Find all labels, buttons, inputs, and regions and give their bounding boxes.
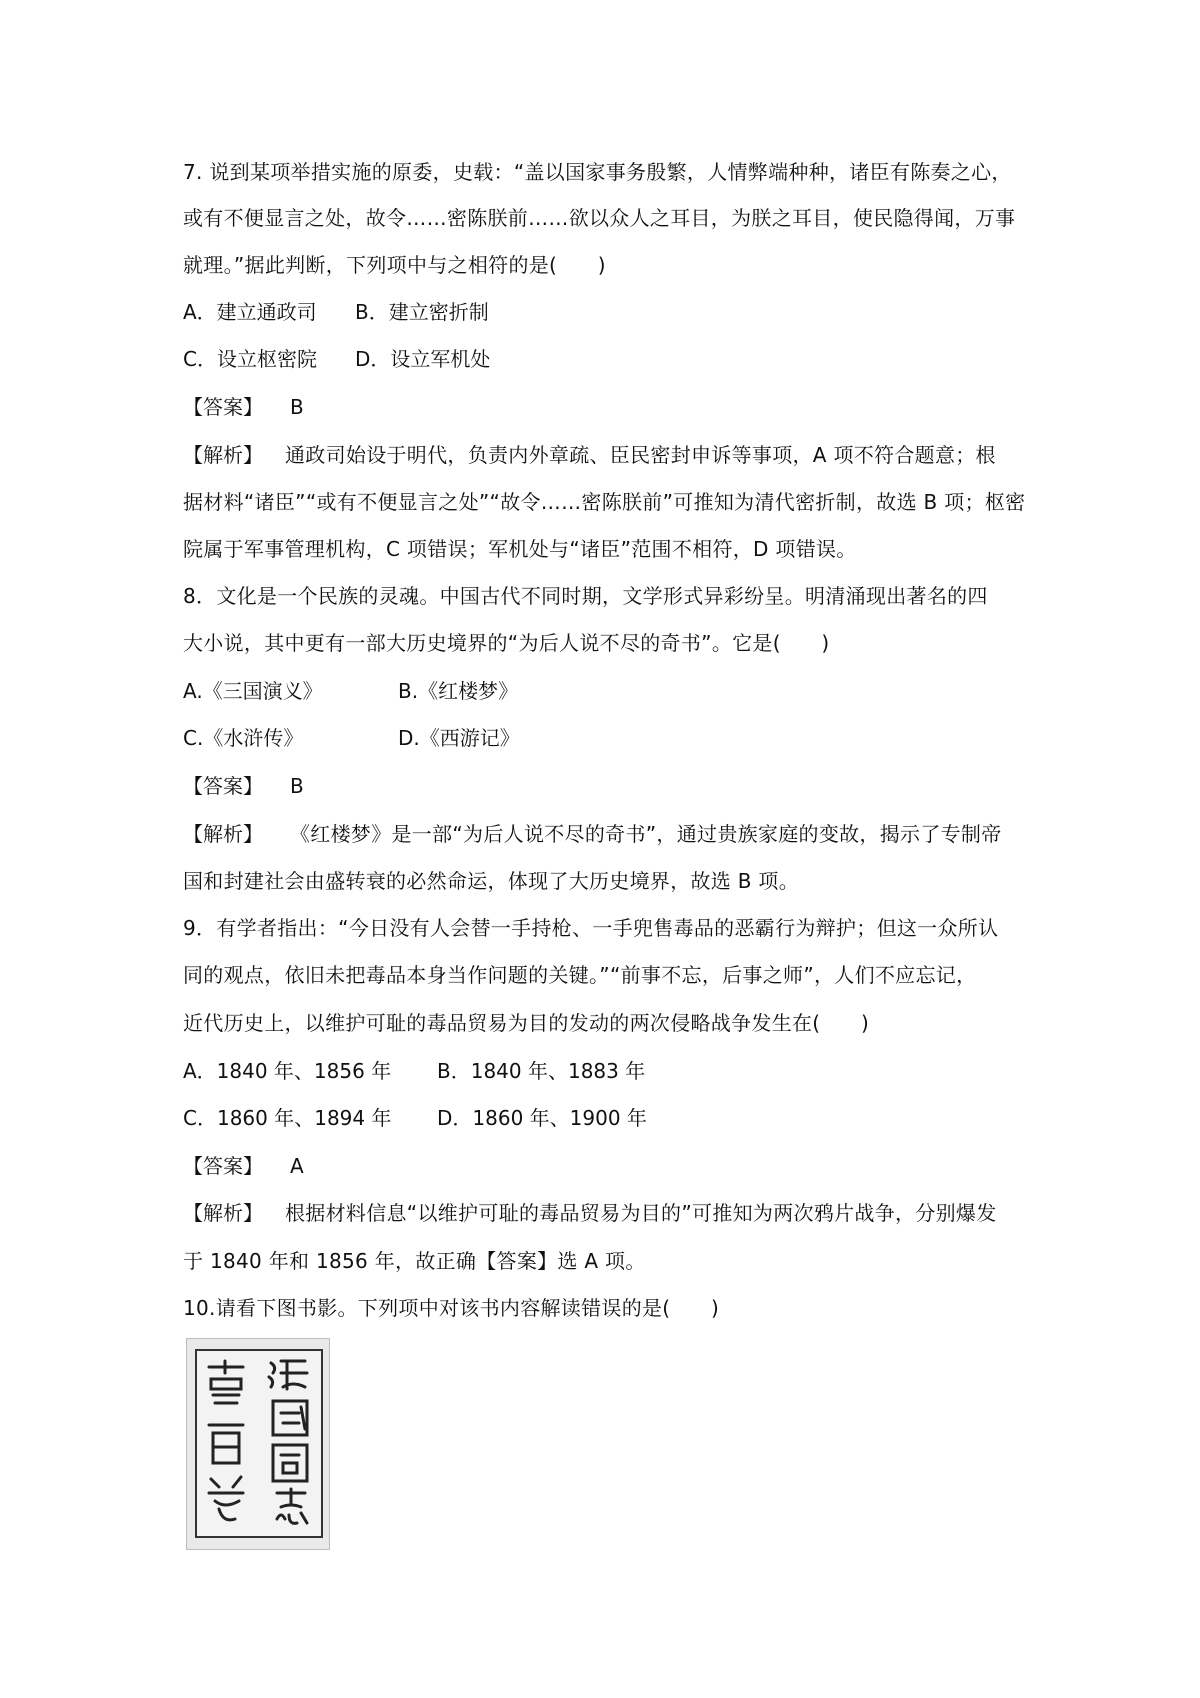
book-cover-frame xyxy=(195,1349,323,1538)
question-9-option-c: C．1860 年、1894 年 xyxy=(183,1106,392,1130)
question-9-analysis-line-2: 于 1840 年和 1856 年，故正确【答案】选 A 项。 xyxy=(183,1249,646,1273)
question-7-option-a: A．建立通政司 xyxy=(183,300,317,324)
question-9-answer: A xyxy=(290,1154,304,1178)
question-8-line-2: 大小说，其中更有一部大历史境界的“为后人说不尽的奇书”。它是( ) xyxy=(183,631,830,655)
question-8-analysis-line-2: 国和封建社会由盛转衰的必然命运，体现了大历史境界，故选 B 项。 xyxy=(183,869,800,893)
question-8-analysis-line-1: 《红楼梦》是一部“为后人说不尽的奇书”，通过贵族家庭的变故，揭示了专制帝 xyxy=(290,822,1002,846)
question-8-answer: B xyxy=(290,774,304,798)
question-7-line-2: 或有不便显言之处，故令……密陈朕前……欲以众人之耳目，为朕之耳目，使民隐得闻，万事 xyxy=(183,206,1016,230)
question-7-analysis-tag: 【解析】 xyxy=(183,443,263,467)
question-8-option-d: D.《西游记》 xyxy=(398,726,520,750)
question-9-option-d: D．1860 年、1900 年 xyxy=(437,1106,647,1130)
question-7-analysis-line-1: 通政司始设于明代，负责内外章疏、臣民密封申诉等事项，A 项不符合题意；根 xyxy=(285,443,996,467)
book-cover-image xyxy=(186,1338,330,1550)
question-10-line-1: 10.请看下图书影。下列项中对该书内容解读错误的是( ) xyxy=(183,1296,720,1320)
question-7-option-c: C．设立枢密院 xyxy=(183,347,317,371)
question-7-option-d: D．设立军机处 xyxy=(355,347,491,371)
question-8-line-1: 8．文化是一个民族的灵魂。中国古代不同时期，文学形式异彩纷呈。明清涌现出著名的四 xyxy=(183,584,988,608)
question-9-analysis-tag: 【解析】 xyxy=(183,1201,263,1225)
question-7-answer-tag: 【答案】 xyxy=(183,395,263,419)
question-9-analysis-line-1: 根据材料信息“以维护可耻的毒品贸易为目的”可推知为两次鸦片战争，分别爆发 xyxy=(285,1201,997,1225)
question-8-option-b: B.《红楼梦》 xyxy=(398,679,519,703)
question-7-line-1: 7. 说到某项举措实施的原委，史载：“盖以国家事务殷繁，人情弊端种种，诸臣有陈奏之心， xyxy=(183,160,1012,184)
question-9-line-2: 同的观点，依旧未把毒品本身当作问题的关键。”“前事不忘，后事之师”，人们不应忘记， xyxy=(183,963,977,987)
question-9-line-3: 近代历史上，以维护可耻的毒品贸易为目的发动的两次侵略战争发生在( ) xyxy=(183,1011,870,1035)
seal-script-title-drawing xyxy=(197,1351,321,1536)
question-9-option-b: B．1840 年、1883 年 xyxy=(437,1059,646,1083)
question-8-answer-tag: 【答案】 xyxy=(183,774,263,798)
question-8-analysis-tag: 【解析】 xyxy=(183,822,263,846)
question-9-option-a: A．1840 年、1856 年 xyxy=(183,1059,392,1083)
question-8-option-a: A.《三国演义》 xyxy=(183,679,323,703)
question-7-answer: B xyxy=(290,395,304,419)
question-7-analysis-line-3: 院属于军事管理机构，C 项错误；军机处与“诸臣”范围不相符，D 项错误。 xyxy=(183,537,857,561)
question-7-analysis-line-2: 据材料“诸臣”“或有不便显言之处”“故令……密陈朕前”可推知为清代密折制，故选 B 项；枢密 xyxy=(183,490,1026,514)
question-7-line-3: 就理。”据此判断，下列项中与之相符的是( ) xyxy=(183,253,606,277)
question-9-line-1: 9．有学者指出：“今日没有人会替一手持枪、一手兜售毒品的恶霸行为辩护；但这一众所认 xyxy=(183,916,999,940)
question-7-option-b: B．建立密折制 xyxy=(355,300,489,324)
question-8-option-c: C.《水浒传》 xyxy=(183,726,304,750)
question-9-answer-tag: 【答案】 xyxy=(183,1154,263,1178)
